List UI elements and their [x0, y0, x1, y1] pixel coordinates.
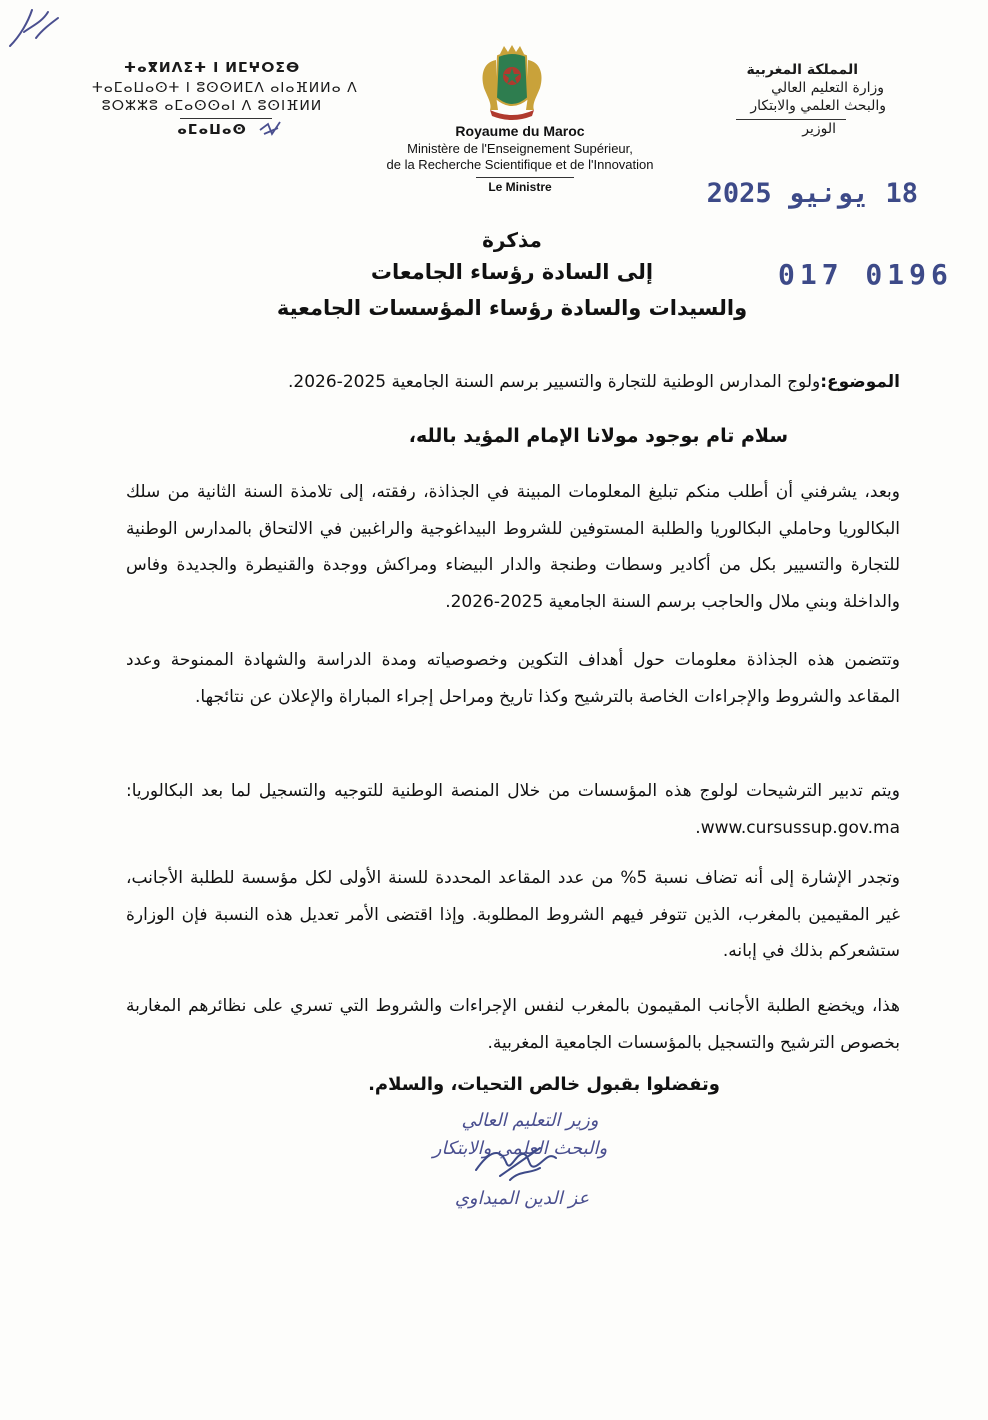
- recipients-line-1: إلى السادة رؤساء الجامعات: [370, 260, 654, 284]
- header-french-ministry-2: de la Recherche Scientifique et de l'Innovation: [386, 157, 654, 172]
- paragraph-2: وتتضمن هذه الجذاذة معلومات حول أهداف التكوين وخصوصياته ومدة الدراسة والشهادة الممنوحة وعدد المقاعد والشروط والإجراءات الخاصة بالترشيح وكذا تاريخ ومراحل إجراء المباراة والإعلان عن نتائجها.: [126, 650, 900, 707]
- header-tifinagh-line-2: ⵜⴰⵎⴰⵡⴰⵙⵜ ⵏ ⵓⵙⵙⵍⵎⴷ ⴰⵏⴰⴼⵍⵍⴰ ⴷ: [92, 80, 358, 96]
- greeting: سلام تام بوجود مولانا الإمام المؤيد بالله،: [408, 425, 788, 447]
- header-tifinagh-minister: ⴰⵎⴰⵡⴰⵙ: [177, 122, 247, 138]
- header-arabic-ministry-1: وزارة التعليم العالي: [771, 80, 884, 96]
- header-french-kingdom: Royaume du Maroc: [455, 123, 585, 139]
- header-arabic-kingdom: المملكة المغربية: [746, 62, 858, 78]
- header-tifinagh-divider: [180, 118, 272, 119]
- signatory-name: عز الدين الميداوي: [454, 1188, 590, 1209]
- subject-line: [288, 372, 900, 392]
- paragraph-3: ويتم تدبير الترشيحات لولوج هذه المؤسسات من خلال المنصة الوطنية للتوجيه والتسجيل لما بعد البكالوريا: www.cursussup.gov.ma.: [126, 781, 900, 838]
- subject-text: ولوج المدارس الوطنية للتجارة والتسيير برسم السنة الجامعية 2025-2026.: [288, 372, 821, 392]
- handwritten-signature: [470, 1140, 560, 1184]
- memo-title: مذكرة: [482, 228, 542, 252]
- corner-handwritten-mark: [2, 2, 62, 54]
- recipients-line-2: والسيدات والسادة رؤساء المؤسسات الجامعية: [276, 296, 748, 320]
- closing-formula: وتفضلوا بقبول خالص التحيات، والسلام.: [368, 1074, 720, 1095]
- signature-title-line-2: والبحث العلمي والابتكار: [432, 1138, 608, 1159]
- royal-emblem-icon: [470, 44, 554, 120]
- header-french-divider: [476, 177, 574, 178]
- date-stamp: 18 يونيو 2025: [706, 178, 918, 209]
- paragraph-1: وبعد، يشرفني أن أطلب منكم تبليغ المعلومات المبينة في الجذاذة، رفقته، إلى تلامذة السنة الثانية من سلك البكالوريا وحاملي البكالوريا والطلبة المستوفين للشروط البيداغوجية والراغبين في الالتحاق بالمدارس الوطنية للتجارة والتسيير بكل من أكادير وسطات وطنجة والدار البيضاء ومراكش ووجدة والقنيطرة والجديدة وفاس والداخلة وبني ملال والحاجب برسم السنة الجامعية 2025-2026.: [126, 482, 900, 612]
- initial-mark: [258, 120, 284, 138]
- header-arabic-minister: الوزير: [802, 121, 836, 137]
- header-tifinagh-line-1: ⵜⴰⴳⵍⴷⵉⵜ ⵏ ⵍⵎⵖⵔⵉⴱ: [123, 60, 301, 76]
- header-tifinagh-line-3: ⵓⵔⵣⵣⵓ ⴰⵎⴰⵙⵙⴰⵏ ⴷ ⵓⵙⵏⴼⵍⵍ: [101, 98, 323, 114]
- subject-label: الموضوع:: [820, 372, 900, 392]
- paragraph-4: وتجدر الإشارة إلى أنه تضاف نسبة 5% من عدد المقاعد المحددة للسنة الأولى لكل مؤسسة للطلبة الأجانب، غير المقيمين بالمغرب، الذين تتوفر فيهم الشروط المطلوبة. وإذا اقتضى الأمر تعديل هذه النسبة فإن الوزارة ستشعركم بذلك في إبانه.: [126, 868, 900, 961]
- header-french-ministry-1: Ministère de l'Enseignement Supérieur,: [407, 141, 633, 156]
- header-arabic-divider: [736, 119, 846, 120]
- header-french-minister: Le Ministre: [488, 180, 552, 194]
- header-arabic-ministry-2: والبحث العلمي والابتكار: [750, 98, 886, 114]
- paragraph-5: هذا، ويخضع الطلبة الأجانب المقيمون بالمغرب لنفس الإجراءات والشروط التي تسري على نظائرهم المغاربة بخصوص الترشيح والتسجيل بالمؤسسات الجامعية المغربية.: [126, 996, 900, 1053]
- reference-number-stamp: 017 0196: [778, 258, 953, 291]
- signature-title-line-1: وزير التعليم العالي: [461, 1110, 599, 1131]
